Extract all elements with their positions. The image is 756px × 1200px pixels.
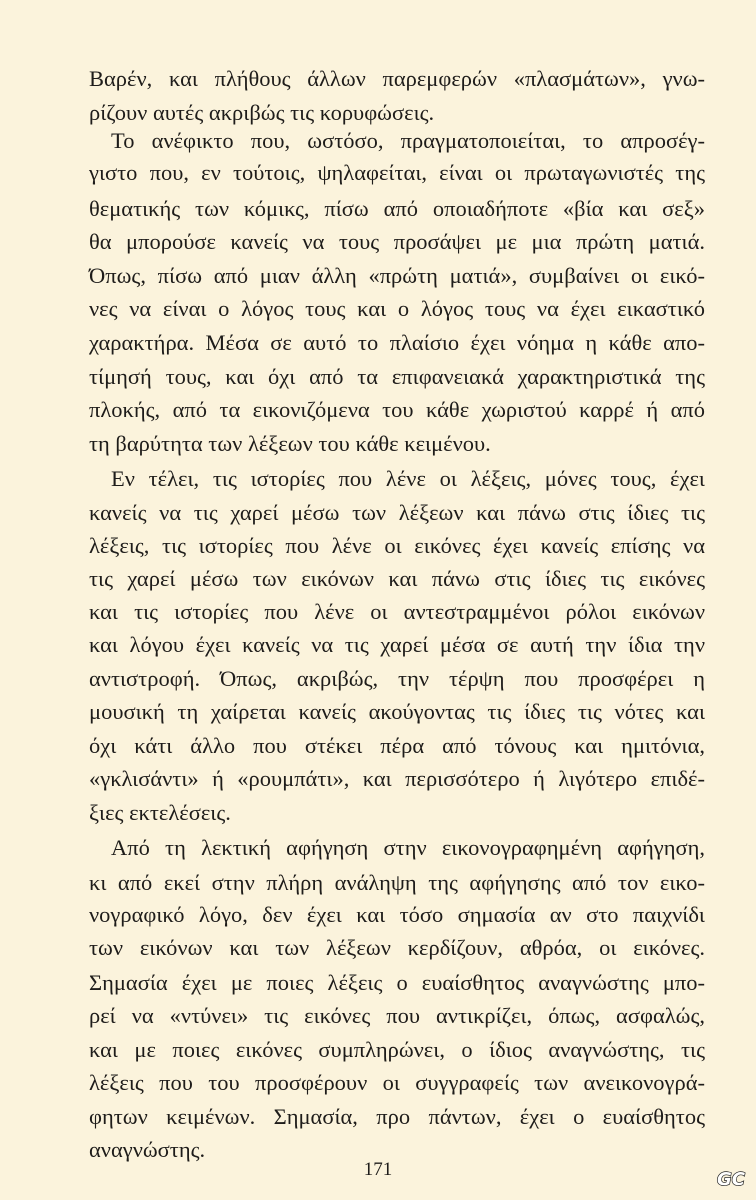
text-line: τις χαρεί μέσω των εικόνων και πάνω στις ίδιες τις εικόνες (89, 566, 705, 591)
text-line: των εικόνων και των λέξεων κερδίζουν, αθρόα, οι εικόνες. (89, 935, 705, 960)
page-number: 171 (363, 1159, 393, 1180)
text-line: κι από εκεί στην πλήρη ανάληψη της αφήγησης από τον εικο- (89, 870, 705, 895)
text-line: νογραφικό λόγο, δεν έχει και τόσο σημασία αν στο παιχνίδι (89, 902, 705, 927)
text-line: και τις ιστορίες που λένε οι αντεστραμμένοι ρόλοι εικόνων (89, 599, 705, 624)
text-line: ξιες εκτελέσεις. (89, 800, 231, 825)
text-line: χαρακτήρα. Μέσα σε αυτό το πλαίσιο έχει νόημα η κάθε απο- (89, 330, 705, 355)
text-line: φητων κειμένων. Σημασία, προ πάντων, έχει ο ευαίσθητος (89, 1104, 705, 1129)
text-line: αντιστροφή. Όπως, ακριβώς, την τέρψη που προσφέρει η (89, 666, 705, 691)
text-line: και με ποιες εικόνες συμπληρώνει, ο ίδιος αναγνώστης, τις (89, 1037, 705, 1062)
text-line: ρεί να «ντύνει» τις εικόνες που αντικρίζει, όπως, ασφαλώς, (89, 1003, 705, 1028)
svg-text:GC: GC (717, 1169, 745, 1190)
text-line: θα μπορούσε κανείς να τους προσάψει με μια πρώτη ματιά. (89, 229, 705, 254)
text-line: γιστο που, εν τούτοις, ψηλαφείται, είναι οι πρωταγωνιστές της (89, 160, 705, 185)
gc-watermark-logo (712, 1166, 750, 1190)
text-line: κανείς να τις χαρεί μέσω των λέξεων και πάνω στις ίδιες τις (89, 500, 705, 525)
text-line: νες να είναι ο λόγος τους και ο λόγος τους να έχει εικαστικό (89, 296, 705, 321)
text-line: Εν τέλει, τις ιστορίες που λένε οι λέξεις, μόνες τους, έχει (111, 466, 705, 491)
text-line: αναγνώστης. (89, 1137, 206, 1162)
text-line: Το ανέφικτο που, ωστόσο, πραγματοποιείται, το απροσέγ- (111, 128, 705, 153)
text-line: θεματικής των κόμικς, πίσω από οποιαδήποτε «βία και σεξ» (89, 196, 705, 221)
text-line: Βαρέν, και πλήθους άλλων παρεμφερών «πλασμάτων», γνω- (89, 66, 705, 91)
text-line: Σημασία έχει με ποιες λέξεις ο ευαίσθητος αναγνώστης μπο- (89, 970, 705, 995)
text-line: τη βαρύτητα των λέξεων του κάθε κειμένου. (89, 431, 491, 456)
text-line: και λόγου έχει κανείς να τις χαρεί μέσα σε αυτή την ίδια την (89, 632, 705, 657)
text-line: λέξεις, τις ιστορίες που λένε οι εικόνες έχει κανείς επίσης να (89, 533, 705, 558)
text-line: «γκλισάντι» ή «ρουμπάτι», και περισσότερο ή λιγότερο επιδέ- (89, 766, 705, 791)
text-line: Από τη λεκτική αφήγηση στην εικονογραφημένη αφήγηση, (111, 835, 705, 860)
text-line: λέξεις που του προσφέρουν οι συγγραφείς των ανεικονογρά- (89, 1070, 705, 1095)
text-line: πλοκής, από τα εικονιζόμενα του κάθε χωριστού καρρέ ή από (89, 397, 705, 422)
text-line: Όπως, πίσω από μιαν άλλη «πρώτη ματιά», συμβαίνει οι εικό- (89, 263, 705, 288)
text-line: μουσική τη χαίρεται κανείς ακούγοντας τις ίδιες τις νότες και (89, 699, 705, 724)
text-line: όχι κάτι άλλο που στέκει πέρα από τόνους και ημιτόνια, (89, 733, 705, 758)
text-line: τίμησή τους, και όχι από τα επιφανειακά χαρακτηριστικά της (89, 364, 705, 389)
text-line: ρίζουν αυτές ακριβώς τις κορυφώσεις. (89, 100, 435, 125)
